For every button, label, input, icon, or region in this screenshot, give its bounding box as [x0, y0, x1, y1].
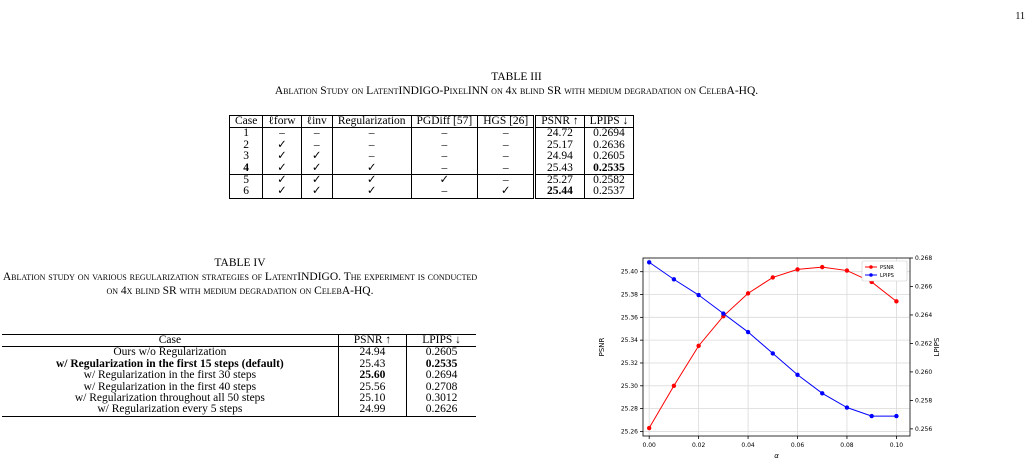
- table3-cell: –: [301, 128, 332, 140]
- legend-entry: LPIPS: [880, 273, 894, 279]
- table4-cell: 25.60: [338, 370, 406, 381]
- y-left-tick-label: 25.36: [620, 314, 638, 322]
- data-point-lpips: [721, 311, 725, 315]
- table4-cell: 0.2535: [425, 357, 458, 370]
- table3-cell: ✓: [332, 163, 411, 175]
- data-point-lpips: [820, 391, 824, 395]
- table3-cell: –: [301, 140, 332, 151]
- table4-header-row: [2, 335, 476, 347]
- table4-cell: 0.2708: [425, 380, 458, 393]
- table4-cell: w/ Regularization every 5 steps: [2, 404, 338, 416]
- table3-cell: –: [478, 175, 535, 187]
- table3-cell: 0.2535: [584, 163, 634, 175]
- y-right-axis-label: LPIPS: [933, 337, 941, 357]
- table3-header-cell: PGDiff [57]: [411, 116, 478, 128]
- alpha-ablation-chart: [590, 252, 950, 464]
- series-line-psnr: [649, 267, 896, 428]
- legend-swatch-marker: [869, 265, 873, 269]
- table3-cell: –: [411, 163, 478, 175]
- x-tick-label: 0.10: [889, 442, 904, 449]
- table3-cell: 25.44: [535, 186, 584, 198]
- table3-cell: 2: [230, 140, 263, 151]
- y-left-tick-label: 25.26: [620, 428, 638, 436]
- series-line-lpips: [649, 262, 896, 416]
- table4-caption-block: [2, 256, 478, 298]
- table3-row: [230, 186, 634, 198]
- page-number: 11: [1015, 11, 1025, 22]
- legend-swatch-marker: [869, 273, 873, 277]
- table3-cell: –: [478, 140, 535, 151]
- table3-cell: 24.72: [535, 128, 584, 140]
- table3-cell: 0.2605: [584, 151, 634, 162]
- data-point-lpips: [647, 260, 651, 264]
- table3-row: [230, 128, 634, 140]
- table3-cell: 25.17: [535, 140, 584, 151]
- table3-header-cell: HGS [26]: [478, 116, 535, 128]
- table3-cell: 3: [230, 151, 263, 162]
- table4-row: [2, 370, 476, 381]
- table3-cell: ✓: [263, 163, 301, 175]
- data-point-lpips: [795, 373, 799, 377]
- table3-cell: ✓: [301, 163, 332, 175]
- table3-cell: 5: [230, 175, 263, 187]
- table4-header-cell: Case: [2, 335, 338, 347]
- table3-cell: –: [332, 128, 411, 140]
- x-tick-label: 0.00: [642, 442, 656, 449]
- table3-cell: ✓: [478, 186, 535, 198]
- y-left-tick-label: 25.32: [620, 359, 638, 367]
- data-point-psnr: [696, 344, 700, 348]
- table4-cell: w/ Regularization in the first 30 steps: [2, 370, 338, 381]
- table4-row: [2, 404, 476, 416]
- table3-cell: –: [411, 140, 478, 151]
- table4-cell: 0.2626: [425, 403, 458, 416]
- table3-cell: 1: [230, 128, 263, 140]
- x-tick-label: 0.06: [790, 442, 805, 449]
- table3-caption-block: [0, 70, 1033, 98]
- legend-entry: PSNR: [880, 265, 894, 271]
- table4-cell: Ours w/o Regularization: [2, 347, 338, 359]
- table4-header-cell: PSNR ↑: [338, 335, 406, 347]
- table4-cell: 0.2605: [425, 346, 458, 359]
- table4-cell: 24.99: [338, 404, 406, 416]
- table3-cell: ✓: [332, 186, 411, 198]
- y-right-tick-label: 0.264: [915, 311, 933, 319]
- table4-cell: 0.3012: [425, 392, 458, 405]
- table3-row: [230, 163, 634, 175]
- table4-header-cell: LPIPS ↓: [422, 334, 461, 346]
- data-point-lpips: [894, 414, 898, 418]
- data-point-psnr: [746, 291, 750, 295]
- y-left-tick-label: 25.30: [620, 382, 638, 390]
- data-point-psnr: [647, 426, 651, 430]
- y-right-tick-label: 0.256: [915, 425, 933, 433]
- table3-cell: 0.2582: [584, 175, 634, 187]
- table3-cell: –: [411, 186, 478, 198]
- table3-cell: –: [411, 151, 478, 162]
- table3-cell: 4: [230, 163, 263, 175]
- data-point-psnr: [845, 268, 849, 272]
- x-tick-label: 0.08: [840, 442, 854, 449]
- data-point-psnr: [820, 265, 824, 269]
- table4-cell: 0.2694: [425, 369, 458, 382]
- table3-cell: –: [478, 151, 535, 162]
- table3-cell: ✓: [263, 140, 301, 151]
- table3-cell: ✓: [263, 175, 301, 187]
- data-point-psnr: [795, 267, 799, 271]
- y-right-tick-label: 0.258: [915, 397, 933, 405]
- table3-header-row: [230, 116, 634, 128]
- table4-title: TABLE IV: [214, 257, 266, 269]
- table3-row: [230, 151, 634, 162]
- table3-cell: 25.43: [535, 163, 584, 175]
- table4-cell: w/ Regularization in the first 40 steps: [2, 382, 338, 393]
- table3-cell: –: [263, 128, 301, 140]
- data-point-psnr: [771, 275, 775, 279]
- table3-cell: ✓: [332, 175, 411, 187]
- table3: [229, 115, 634, 199]
- y-right-tick-label: 0.260: [915, 368, 933, 376]
- table4-cell: 24.94: [338, 347, 406, 359]
- data-point-psnr: [894, 299, 898, 303]
- data-point-lpips: [746, 330, 750, 334]
- y-left-tick-label: 25.38: [620, 291, 638, 299]
- y-left-tick-label: 25.40: [620, 268, 638, 276]
- table4-body: [2, 347, 476, 416]
- table3-cell: 0.2694: [584, 128, 634, 140]
- table3-cell: ✓: [301, 175, 332, 187]
- table4-cell: 25.43: [338, 359, 406, 370]
- y-right-tick-label: 0.266: [915, 283, 933, 291]
- y-right-tick-label: 0.268: [915, 255, 933, 262]
- table3-cell: 0.2537: [584, 186, 634, 198]
- y-left-axis-label: PSNR: [598, 337, 606, 357]
- table3-cell: –: [332, 151, 411, 162]
- table3-caption: Ablation Study on LatentINDIGO-PixelINN on 4x blind SR with medium degradation on CelebA-HQ.: [274, 85, 759, 97]
- table4-cell: w/ Regularization throughout all 50 steps: [2, 393, 338, 404]
- y-right-tick-label: 0.262: [915, 340, 933, 348]
- table4-caption: Ablation study on various regularization strategies of LatentINDIGO. The experiment is conducted on 4x blind SR with medium degradation on CelebA-HQ.: [2, 271, 478, 297]
- data-point-lpips: [845, 405, 849, 409]
- table3-cell: –: [478, 163, 535, 175]
- table3-cell: 25.27: [535, 175, 584, 187]
- table4: [2, 334, 476, 417]
- table3-cell: –: [478, 128, 535, 140]
- table3-header-cell: ℓinv: [301, 116, 332, 128]
- table3-header-cell: ℓforw: [263, 116, 301, 128]
- x-tick-label: 0.04: [741, 442, 755, 449]
- table3-header-cell: Case: [230, 116, 263, 128]
- table3-title: TABLE III: [491, 71, 542, 83]
- table3-cell: ✓: [263, 151, 301, 162]
- table3-cell: ✓: [301, 151, 332, 162]
- table3-cell: 6: [230, 186, 263, 198]
- x-tick-label: 0.02: [691, 442, 706, 449]
- data-point-lpips: [771, 351, 775, 355]
- table3-body: [230, 128, 634, 198]
- table4-cell: 25.56: [338, 382, 406, 393]
- table4-cell: w/ Regularization in the first 15 steps (default): [2, 359, 338, 370]
- table4-cell: 25.10: [338, 393, 406, 404]
- table3-header-cell: LPIPS ↓: [584, 116, 634, 128]
- table3-row: [230, 140, 634, 151]
- table3-header-cell: PSNR ↑: [535, 116, 584, 128]
- data-point-lpips: [869, 414, 873, 418]
- data-point-lpips: [672, 277, 676, 281]
- y-left-tick-label: 25.34: [620, 337, 638, 345]
- data-point-lpips: [696, 293, 700, 297]
- table3-cell: 24.94: [535, 151, 584, 162]
- table3-cell: ✓: [263, 186, 301, 198]
- table3-header-cell: Regularization: [332, 116, 411, 128]
- x-axis-label: α: [774, 452, 779, 460]
- table3-cell: –: [411, 128, 478, 140]
- table3-cell: ✓: [411, 175, 478, 187]
- data-point-psnr: [672, 384, 676, 388]
- table3-cell: ✓: [301, 186, 332, 198]
- table3-row: [230, 175, 634, 187]
- table3-cell: 0.2636: [584, 140, 634, 151]
- y-left-tick-label: 25.28: [620, 405, 638, 413]
- table3-cell: –: [332, 140, 411, 151]
